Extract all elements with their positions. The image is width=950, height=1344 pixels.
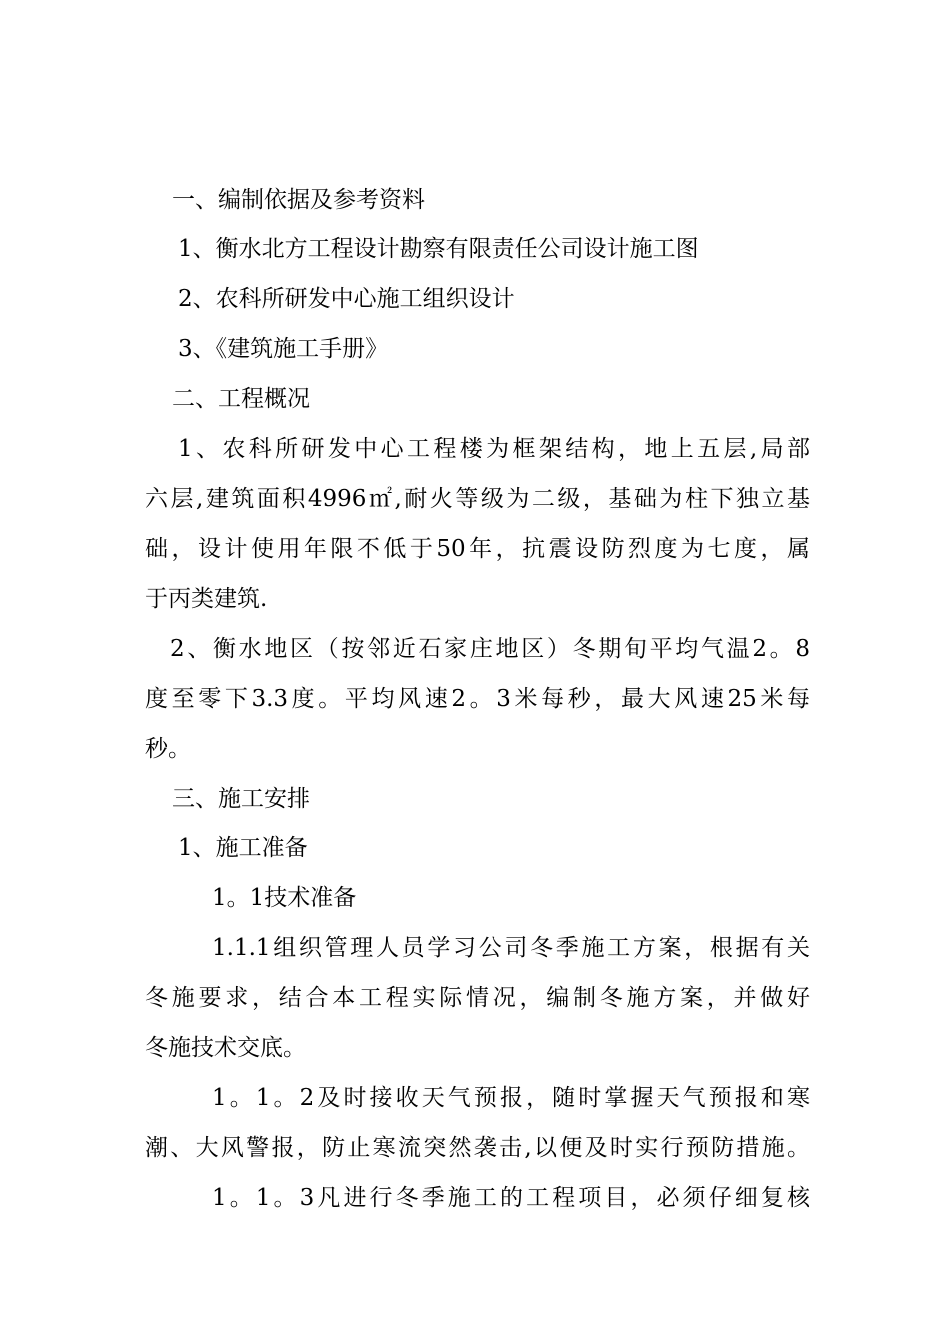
- overview-paragraph-2-line-1: 2、衡水地区（按邻近石家庄地区）冬期旬平均气温2。8: [170, 636, 810, 662]
- overview-paragraph-2-line-2: 度至零下3.3度。平均风速2。3米每秒，最大风速25米每: [145, 686, 810, 712]
- heading-construction-arrangement: 三、施工安排: [172, 786, 310, 812]
- reference-item-2: 2、农科所研发中心施工组织设计: [178, 286, 515, 312]
- overview-paragraph-1-line-4: 于丙类建筑.: [145, 586, 268, 612]
- overview-paragraph-1-line-2: 六层,建筑面积4996㎡,耐火等级为二级，基础为柱下独立基: [145, 486, 810, 512]
- item-1-1-2-line-1: 1。1。2及时接收天气预报，随时掌握天气预报和寒: [212, 1085, 810, 1111]
- reference-item-3: 3、《建筑施工手册》: [178, 336, 389, 362]
- item-1-1-1-line-2: 冬施要求，结合本工程实际情况，编制冬施方案，并做好: [145, 985, 810, 1011]
- subheading-technical-preparation: 1。1技术准备: [212, 885, 357, 911]
- overview-paragraph-2-line-3: 秒。: [145, 736, 191, 762]
- heading-project-overview: 二、工程概况: [172, 386, 310, 412]
- item-1-1-1-line-3: 冬施技术交底。: [145, 1035, 306, 1061]
- overview-paragraph-1-line-3: 础，设计使用年限不低于50年，抗震设防烈度为七度，属: [145, 536, 810, 562]
- overview-paragraph-1-line-1: 1、农科所研发中心工程楼为框架结构，地上五层,局部: [178, 436, 810, 462]
- heading-compilation-basis: 一、编制依据及参考资料: [172, 187, 425, 213]
- item-1-1-1-line-1: 1.1.1组织管理人员学习公司冬季施工方案，根据有关: [212, 935, 810, 961]
- subheading-construction-preparation: 1、施工准备: [178, 835, 308, 861]
- item-1-1-2-line-2: 潮、大风警报，防止寒流突然袭击,以便及时实行预防措施。: [145, 1135, 810, 1161]
- item-1-1-3-line-1: 1。1。3凡进行冬季施工的工程项目，必须仔细复核: [212, 1185, 810, 1211]
- reference-item-1: 1、衡水北方工程设计勘察有限责任公司设计施工图: [178, 236, 699, 262]
